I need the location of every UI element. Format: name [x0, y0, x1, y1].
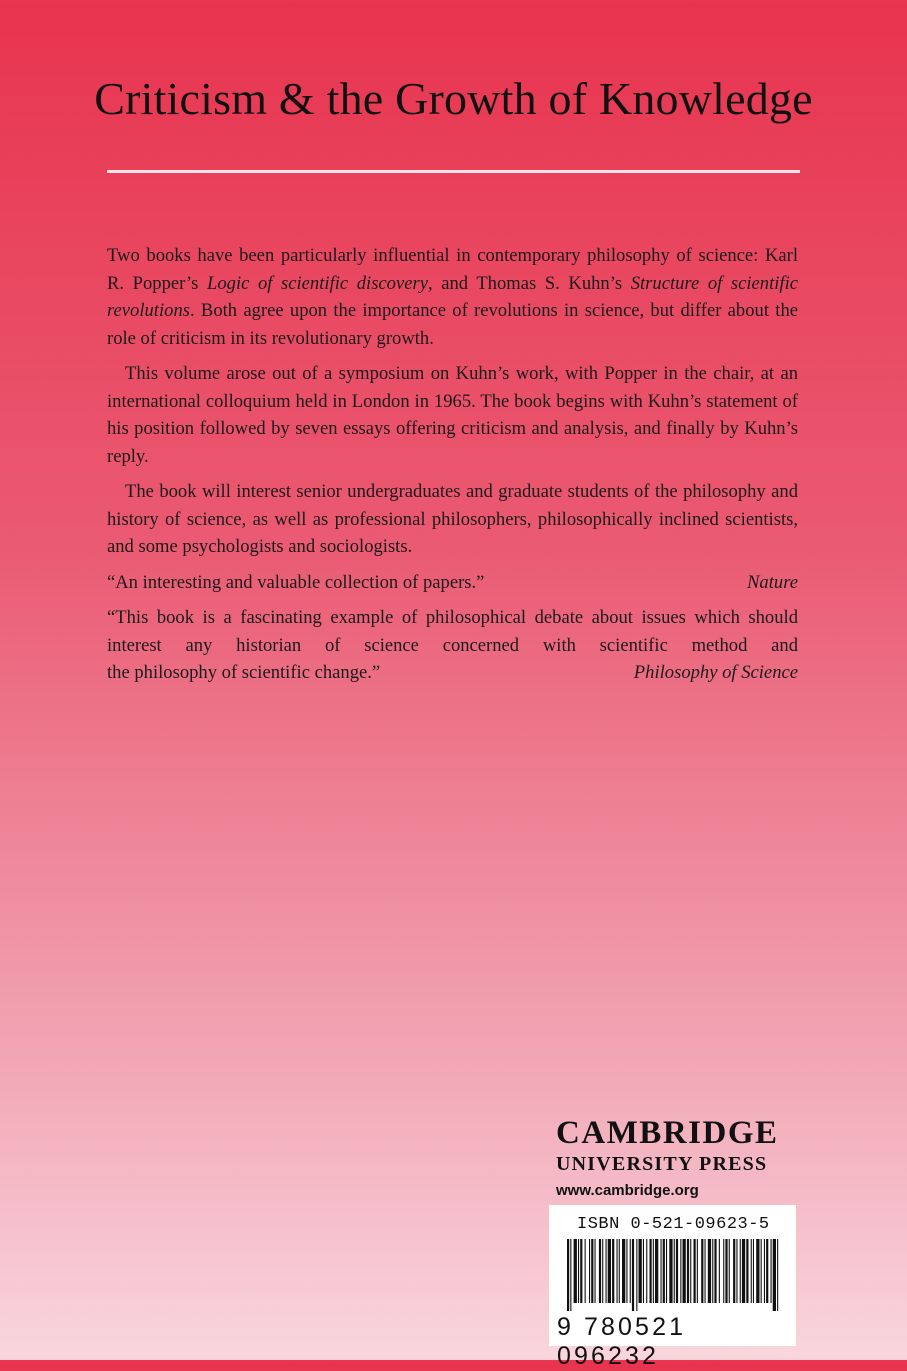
book-title-kuhn: Structure of scientific revolutions: [107, 272, 798, 321]
barcode-bar: [599, 1239, 601, 1303]
barcode-bar: [697, 1239, 698, 1303]
barcode-bar: [663, 1239, 665, 1303]
blurb-text: Two books have been particularly influential in contemporary philosophy of science: Karl R. Popper’s: [107, 245, 798, 294]
barcode-bar: [608, 1239, 611, 1303]
barcode-bar: [719, 1239, 720, 1303]
barcode-bar: [705, 1239, 706, 1303]
barcode-bar: [570, 1239, 571, 1311]
barcode-bar: [626, 1239, 627, 1303]
barcode-bar: [687, 1239, 689, 1303]
review-source: Philosophy of Science: [633, 662, 798, 683]
barcode-bar: [653, 1239, 654, 1303]
blurb-paragraph-1: [107, 242, 798, 352]
blurb-text: , and Thomas S. Kuhn’s: [427, 272, 631, 294]
barcode-bar: [574, 1239, 577, 1303]
barcode-bar: [740, 1239, 741, 1303]
barcode-bar: [777, 1239, 778, 1311]
book-title-popper: Logic of scientific discovery: [207, 272, 428, 294]
barcode-bar: [636, 1239, 637, 1311]
barcode-bar: [630, 1239, 631, 1303]
barcode-bar: [676, 1239, 678, 1303]
barcode-bar: [639, 1239, 642, 1303]
barcode-bar: [708, 1239, 711, 1303]
barcode-bar: [619, 1239, 620, 1303]
barcode-bar: [766, 1239, 768, 1303]
barcode-bar: [606, 1239, 607, 1303]
barcode-bar: [612, 1239, 614, 1303]
barcode-bar: [761, 1239, 762, 1303]
barcode-bar: [771, 1239, 772, 1303]
barcode-bar: [646, 1239, 647, 1303]
barcode-bar: [669, 1239, 672, 1303]
barcode-bar: [643, 1239, 644, 1303]
barcode-bar: [751, 1239, 752, 1303]
barcode: [549, 1205, 796, 1370]
review-quote-last-line: [107, 659, 798, 687]
barcode-bar: [591, 1239, 593, 1303]
publisher-name: CAMBRIDGE: [556, 1115, 779, 1151]
blurb-paragraph-3: The book will interest senior undergraduates and graduate students of the philosophy and history of science, as well as professional philosophers, philosophically inclined scientists, and some psychologists and sociologists.: [107, 481, 798, 557]
blurb-text: . Both agree upon the importance of revolutions in science, but differ about the role of criticism in its revolutionary growth.: [107, 300, 798, 349]
barcode-bars-icon: [559, 1239, 786, 1311]
review-quote: “An interesting and valuable collection of papers.”: [107, 571, 485, 593]
book-title: Criticism & the Growth of Knowledge: [94, 73, 813, 124]
barcode-bar: [589, 1239, 590, 1303]
barcode-bar: [580, 1239, 582, 1303]
barcode-bar: [680, 1239, 681, 1303]
barcode-bar: [742, 1239, 745, 1303]
barcode-bar: [712, 1239, 713, 1303]
barcode-bar: [725, 1239, 727, 1303]
barcode-bar: [723, 1239, 724, 1303]
barcode-bar: [602, 1239, 603, 1303]
barcode-bar: [690, 1239, 691, 1303]
barcode-bar: [736, 1239, 737, 1303]
barcode-bar: [632, 1239, 634, 1311]
barcode-bar: [617, 1239, 618, 1303]
barcode-bar: [773, 1239, 776, 1311]
back-cover-blurb: [107, 242, 798, 695]
review-quote-end: the philosophy of scientific change.”: [107, 662, 381, 683]
barcode-bar: [650, 1239, 652, 1303]
publisher-subtitle: UNIVERSITY PRESS: [556, 1153, 768, 1175]
ean-number: 9 780521 096232: [557, 1313, 687, 1370]
barcode-bar: [661, 1239, 662, 1303]
publisher-logo: [556, 1116, 786, 1199]
review-source: Nature: [747, 571, 798, 593]
title-divider: [107, 170, 800, 173]
isbn-label: ISBN 0-521-09623-5: [577, 1215, 770, 1234]
barcode-bar: [585, 1239, 586, 1303]
barcode-bar: [694, 1239, 696, 1303]
barcode-bar: [655, 1239, 658, 1303]
barcode-bar: [595, 1239, 596, 1303]
publisher-url: www.cambridge.org: [556, 1182, 699, 1199]
barcode-bar: [666, 1239, 667, 1303]
blurb-paragraph-2: This volume arose out of a symposium on Kuhn’s work, with Popper in the chair, at an international colloquium held in London in 1965. The book begins with Kuhn’s statement of his position followed by seven essays offering criticism and analysis, and finally by Kuhn’s reply.: [107, 363, 798, 467]
barcode-bar: [753, 1239, 754, 1303]
barcode-bar: [622, 1239, 625, 1303]
review-2: [107, 604, 798, 687]
review-quote: “This book is a fascinating example of philosophical debate about issues which should interest any historian of science concerned with scientific method and: [107, 607, 798, 656]
review-1: [107, 569, 798, 597]
barcode-bar: [578, 1239, 579, 1303]
barcode-bar: [701, 1239, 703, 1303]
barcode-bar: [733, 1239, 735, 1303]
barcode-bar: [714, 1239, 716, 1303]
barcode-bar: [567, 1239, 569, 1311]
barcode-bar: [746, 1239, 748, 1303]
barcode-bar: [756, 1239, 759, 1303]
barcode-bar: [764, 1239, 765, 1303]
barcode-bar: [674, 1239, 675, 1303]
barcode-bar: [683, 1239, 686, 1303]
barcode-bar: [729, 1239, 730, 1303]
